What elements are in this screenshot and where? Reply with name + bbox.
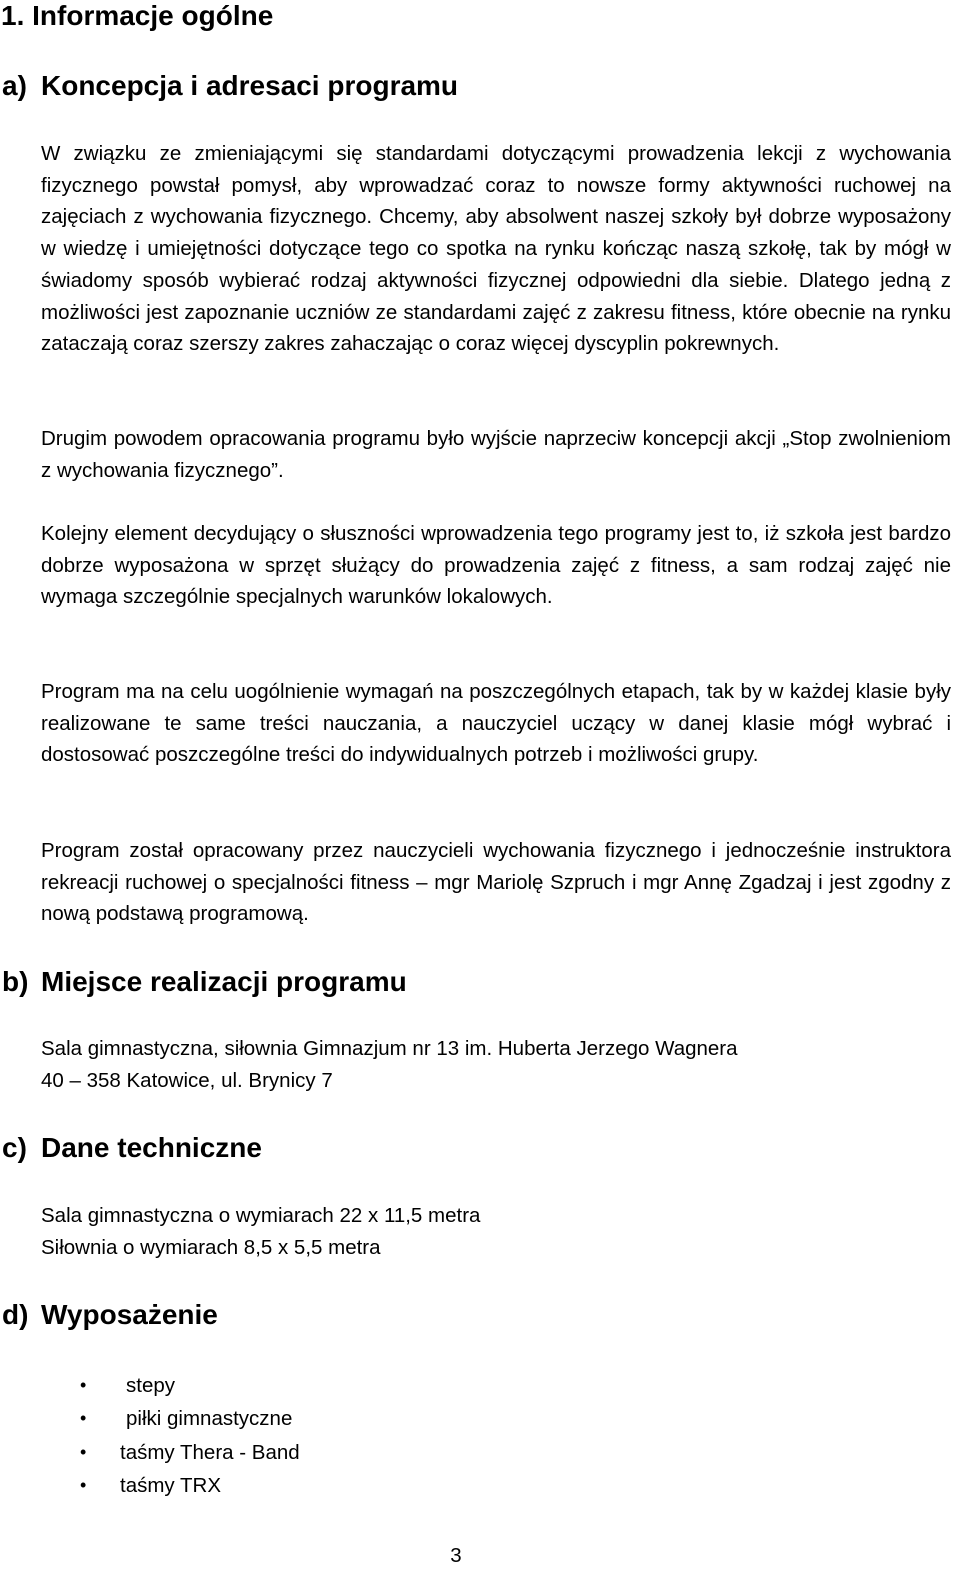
subsection-heading-c: [2, 1132, 262, 1164]
equipment-item-1: stepy: [126, 1374, 175, 1397]
paragraph-a-1: W związku ze zmieniającymi się standardami dotyczącymi prowadzenia lekcji z wychowania fizycznego powstał pomysł, aby wprowadzać coraz to nowsze formy aktywności ruchowej na zajęciach z wychowania fizycznego. Chcemy, aby absolwent naszej szkoły był dobrze wyposażony w wiedzę i umiejętności dotyczące tego co spotka na rynku kończąc naszą szkołę, tak by mógł w świadomy sposób wybierać rodzaj aktywności fizycznej odpowiedni dla siebie. Dlatego jedną z możliwości jest zapoznanie uczniów ze standardami zajęć z zakresu fitness, które obecnie na rynku zataczają coraz szerszy zakres zahaczając o coraz więcej dyscyplin pokrewnych.: [41, 142, 951, 356]
subsection-title-d: Wyposażenie: [41, 1299, 218, 1330]
subsection-label-c: c): [2, 1132, 27, 1163]
subsection-heading-b: [2, 966, 407, 998]
subsection-title-b: Miejsce realizacji programu: [41, 966, 407, 997]
subsection-heading-a: [2, 70, 458, 102]
page-number: 3: [450, 1544, 462, 1567]
technical-block: [41, 1200, 480, 1263]
technical-line-2: Siłownia o wymiarach 8,5 x 5,5 metra: [41, 1235, 381, 1259]
paragraph-a-3: Kolejny element decydujący o słuszności wprowadzenia tego programy jest to, iż szkoła jest bardzo dobrze wyposażona w sprzęt służący do prowadzenia zajęć z fitness, a sam rodzaj zajęć nie wymaga szczególnie specjalnych warunków lokalowych.: [41, 522, 951, 609]
location-line-2: 40 – 358 Katowice, ul. Brynicy 7: [41, 1068, 333, 1092]
paragraph-a-5: Program został opracowany przez nauczycieli wychowania fizycznego i jednocześnie instruktora rekreacji ruchowej o specjalności fitness – mgr Mariolę Szpruch i mgr Annę Zgadzaj i jest zgodny z nową podstawą programową.: [41, 839, 951, 926]
equipment-item-2: piłki gimnastyczne: [126, 1407, 293, 1431]
equipment-item-4: taśmy TRX: [120, 1473, 221, 1497]
subsection-label-d: d): [2, 1299, 29, 1330]
subsection-title-a: Koncepcja i adresaci programu: [41, 70, 459, 101]
bullet-icon: •: [80, 1441, 87, 1462]
location-line-1: Sala gimnastyczna, siłownia Gimnazjum nr 13 im. Huberta Jerzego Wagnera: [41, 1037, 738, 1060]
bullet-icon: •: [80, 1474, 87, 1495]
subsection-label-b: b): [2, 966, 29, 997]
bullet-icon: •: [80, 1408, 87, 1429]
section-title: 1. Informacje ogólne: [1, 0, 274, 31]
subsection-title-c: Dane techniczne: [41, 1132, 262, 1163]
bullet-icon: •: [80, 1375, 87, 1395]
equipment-item-3: taśmy Thera - Band: [120, 1440, 300, 1464]
subsection-heading-d: [2, 1299, 218, 1331]
technical-line-1: Sala gimnastyczna o wymiarach 22 x 11,5 metra: [41, 1204, 481, 1227]
subsection-label-a: a): [2, 70, 27, 101]
paragraph-a-2: Drugim powodem opracowania programu było wyjście naprzeciw koncepcji akcji „Stop zwolnieniom z wychowania fizycznego”.: [41, 427, 951, 482]
location-block: [41, 1033, 738, 1096]
paragraph-a-4: Program ma na celu uogólnienie wymagań na poszczególnych etapach, tak by w każdej klasie były realizowane te same treści nauczania, a nauczyciel uczący w danej klasie mógł wybrać i dostosować poszczególne treści do indywidualnych potrzeb i możliwości grupy.: [41, 680, 951, 767]
